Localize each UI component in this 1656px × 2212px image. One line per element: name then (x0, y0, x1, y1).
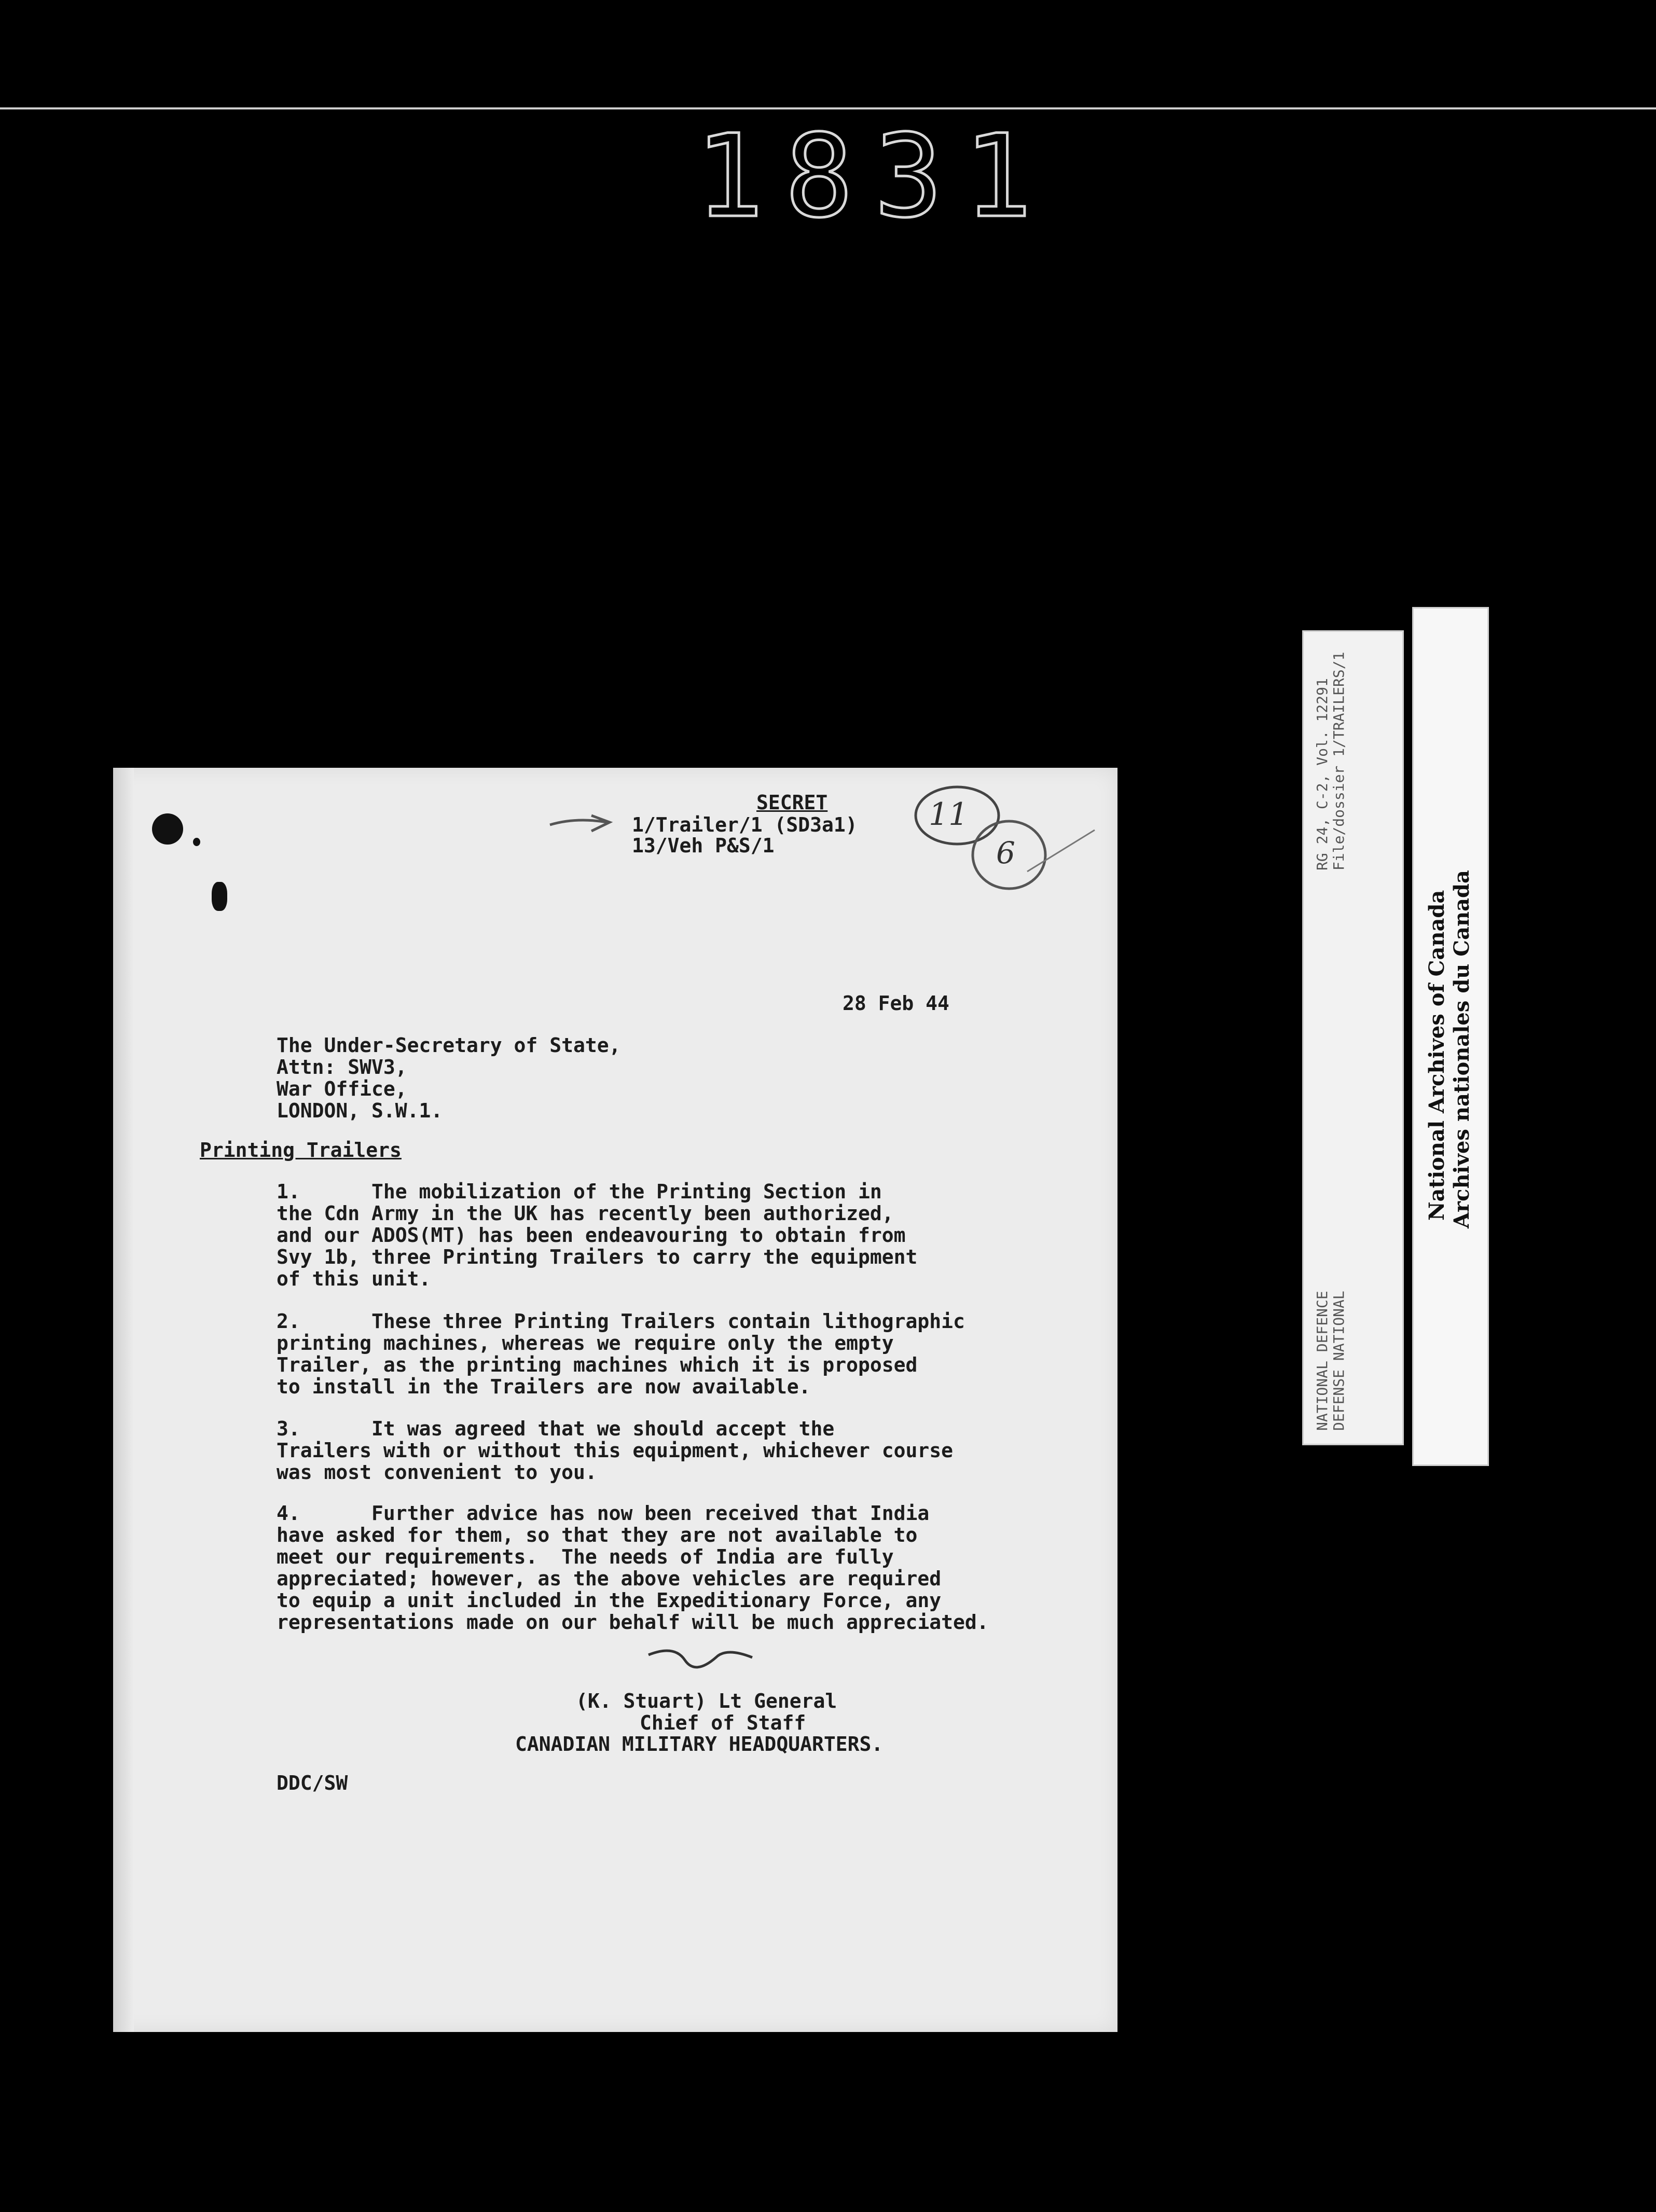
paragraph-line: the Cdn Army in the UK has recently been authorized, (277, 1202, 894, 1225)
pencil-stroke (1027, 830, 1095, 872)
paragraph-line: representations made on our behalf will be much appreciated. (277, 1611, 989, 1634)
paragraph-line: have asked for them, so that they are not available to (277, 1524, 918, 1546)
reference-initials: DDC/SW (277, 1772, 348, 1794)
paragraph-line: was most convenient to you. (277, 1461, 597, 1484)
department-line1: NATIONAL DEFENCE (1314, 1291, 1331, 1431)
paragraph-line: Svy 1b, three Printing Trailers to carry the equipment (277, 1246, 918, 1268)
paragraph-line: appreciated; however, as the above vehicles are required (277, 1567, 942, 1590)
signature-line: (K. Stuart) Lt General (576, 1690, 837, 1712)
signature-scrawl (648, 1651, 752, 1667)
folio-mark: 6 (996, 835, 1015, 870)
paragraph-line: Trailer, as the printing machines which it is proposed (277, 1353, 918, 1376)
archive-name-en: National Archives of Canada (1425, 890, 1449, 1221)
paragraph-line: 4. Further advice has now been received that India (277, 1502, 930, 1525)
paragraph-line: to equip a unit included in the Expeditionary Force, any (277, 1589, 942, 1612)
addressee-line: Attn: SWV3, (277, 1056, 407, 1079)
file-reference-1: 1/Trailer/1 (SD3a1) (632, 813, 858, 836)
rg-reference-line2: File/dossier 1/TRAILERS/1 (1330, 652, 1347, 870)
signature-line: CANADIAN MILITARY HEADQUARTERS. (515, 1733, 884, 1755)
arrow-mark (550, 815, 610, 831)
classification-stamp: SECRET (756, 791, 828, 814)
signature-line: Chief of Staff (640, 1711, 806, 1734)
file-reference-2: 13/Veh P&S/1 (632, 834, 775, 857)
paragraph-line: 2. These three Printing Trailers contain lithographic (277, 1310, 965, 1333)
addressee-line: War Office, (277, 1077, 407, 1100)
paragraph-line: to install in the Trailers are now available. (277, 1375, 811, 1398)
paragraph-line: of this unit. (277, 1267, 431, 1290)
addressee-line: The Under-Secretary of State, (277, 1034, 621, 1057)
folio-number: 11 (929, 796, 969, 833)
department-line2: DEFENSE NATIONAL (1330, 1291, 1347, 1431)
frame-number: 1831 (695, 110, 1053, 243)
subject-heading: Printing Trailers (200, 1139, 402, 1162)
archive-name-fr: Archives nationales du Canada (1450, 870, 1474, 1228)
paragraph-line: printing machines, whereas we require only the empty (277, 1332, 894, 1354)
paragraph-line: 1. The mobilization of the Printing Section in (277, 1180, 882, 1203)
addressee-line: LONDON, S.W.1. (277, 1099, 443, 1122)
paragraph-line: meet our requirements. The needs of India are fully (277, 1545, 894, 1568)
paragraph-line: 3. It was agreed that we should accept the (277, 1417, 835, 1440)
paragraph-line: and our ADOS(MT) has been endeavouring to obtain from (277, 1224, 906, 1247)
letter-date: 28 Feb 44 (843, 992, 949, 1015)
rg-reference-line1: RG 24, C-2, Vol. 12291 (1314, 678, 1331, 870)
paragraph-line: Trailers with or without this equipment, whichever course (277, 1439, 954, 1462)
